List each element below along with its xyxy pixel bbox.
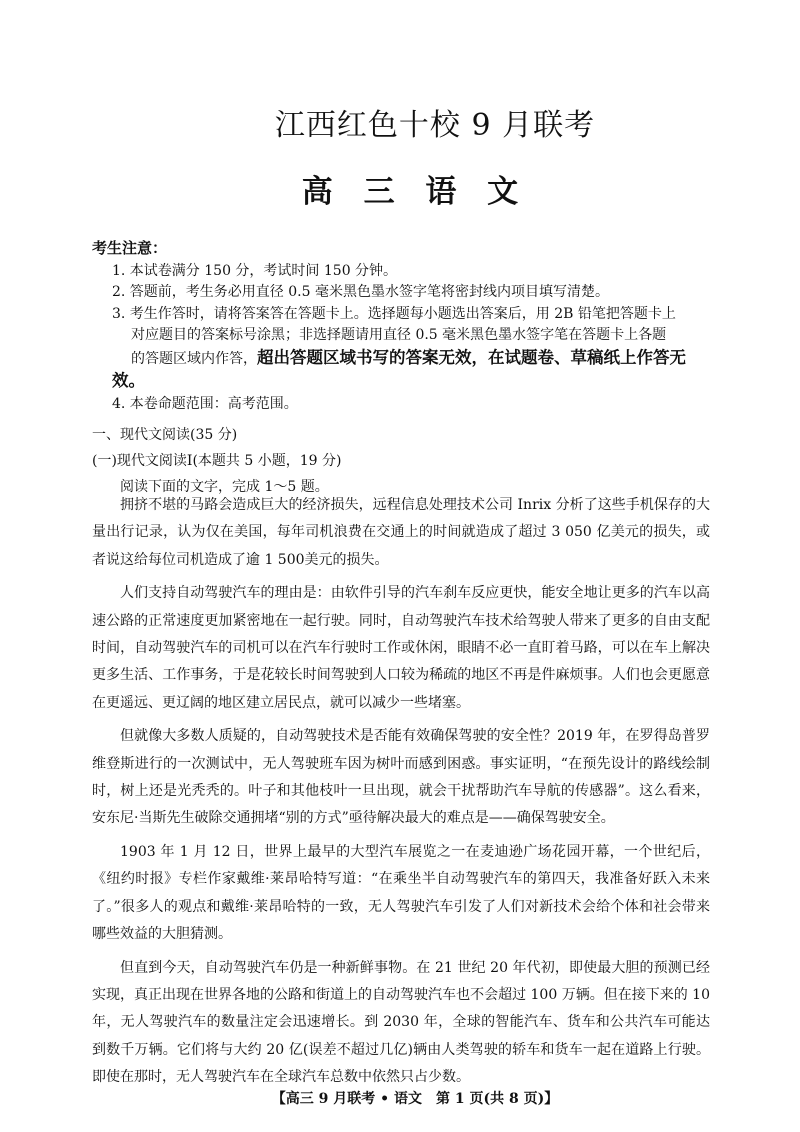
- passage-paragraph-1: 拥挤不堪的马路会造成巨大的经济损失，远程信息处理技术公司 Inrix 分析了这些手机保存的大量出行记录，认为仅在美国，每年司机浪费在交通上的时间就造成了超过 3 050 亿美元的损失，或者说这给每位司机造成了逾 1 500美元的损失。: [92, 497, 710, 568]
- notice-item-3-line-2: 对应题目的答案标号涂黑；非选择题请用直径 0.5 毫米黑色墨水签字笔在答题卡上各题: [131, 327, 667, 343]
- reading-instruction: 阅读下面的文字，完成 1～5 题。: [120, 479, 329, 495]
- page-title: 江西红色十校 9 月联考: [274, 108, 596, 143]
- notice-item-3-line-3: 的答题区域内作答，: [131, 350, 257, 367]
- notice-item-3-line-1: 3. 考生作答时，请将答案答在答题卡上。选择题每小题选出答案后，用 2B 铅笔把答题卡上: [112, 305, 676, 322]
- passage-paragraph-3: 但就像大多数人质疑的，自动驾驶技术是否能有效确保驾驶的安全性？2019 年，在罗得岛普罗维登斯进行的一次测试中，无人驾驶班车因为树叶而感到困惑。事实证明，“在预先设计的路线绘制时，树上还是光秃秃的。叶子和其他枝叶一旦出现，就会干扰帮助汽车导航的传感器”。这么看来，安东尼·当斯先生破除交通拥堵“别的方式”亟待解决最大的难点是——确保驾驶安全。: [92, 728, 710, 827]
- passage-paragraph-4: 1903 年 1 月 12 日，世界上最早的大型汽车展览之一在麦迪逊广场花园开幕，一个世纪后，《纽约时报》专栏作家戴维·莱昂哈特写道：“在乘坐半自动驾驶汽车的第四天，我准备好跃入未来了。”很多人的观点和戴维·莱昂哈特的一致，无人驾驶汽车引发了人们对新技术会给个体和社会带来哪些效益的大胆猜测。: [92, 843, 710, 943]
- notice-item-4: 4. 本卷命题范围：高考范围。: [112, 395, 298, 412]
- subject-title: 高 三 语 文: [301, 174, 529, 210]
- notice-heading: 考生注意：: [92, 239, 168, 257]
- passage: [92, 492, 710, 1098]
- notice-item-1: 1. 本试卷满分 150 分，考试时间 150 分钟。: [112, 262, 398, 279]
- notice-item-3-bold-warning: 超出答题区域书写的答案无效，在试题卷、草稿纸上作答无效。: [112, 347, 686, 390]
- page-footer: 【高三 9 月联考 • 语文 第 1 页(共 8 页)】: [271, 1091, 559, 1107]
- notice-item-3: [92, 304, 712, 394]
- notice-item-2: 2. 答题前，考生务必用直径 0.5 毫米黑色墨水签字笔将密封线内项目填写清楚。: [112, 284, 609, 300]
- exam-notice: [92, 238, 712, 415]
- section-heading: 一、现代文阅读(35 分): [92, 427, 238, 443]
- passage-paragraph-2: 人们支持自动驾驶汽车的理由是：由软件引导的汽车刹车反应更快，能安全地让更多的汽车以高速公路的正常速度更加紧密地在一起行驶。同时，自动驾驶汽车技术给驾驶人带来了更多的自由支配时间，自动驾驶汽车的司机可以在汽车行驶时工作或休闲，眼睛不必一直盯着马路，可以在车上解决更多生活、工作事务，于是花较长时间驾驶到人口较为稀疏的地区不再是件麻烦事。人们也会更愿意在更遥远、更辽阔的地区建立居民点，就可以减少一些堵塞。: [92, 585, 710, 711]
- passage-paragraph-5: 但直到今天，自动驾驶汽车仍是一种新鲜事物。在 21 世纪 20 年代初，即使最大胆的预测已经实现，真正出现在世界各地的公路和街道上的自动驾驶汽车也不会超过 100 万辆。但在接下来的 10 年，无人驾驶汽车的数量注定会迅速增长。到 2030 年，全球的智能汽车、货车和公共汽车可能达到数千万辆。它们将与大约 20 亿(误差不超过几亿)辆由人类驾驶的轿车和货车一起在道路上行驶。即使在那时，无人驾驶汽车在全球汽车总数中依然只占少数。: [92, 959, 710, 1086]
- subsection-heading: (一)现代文阅读Ⅰ(本题共 5 小题，19 分): [92, 453, 342, 469]
